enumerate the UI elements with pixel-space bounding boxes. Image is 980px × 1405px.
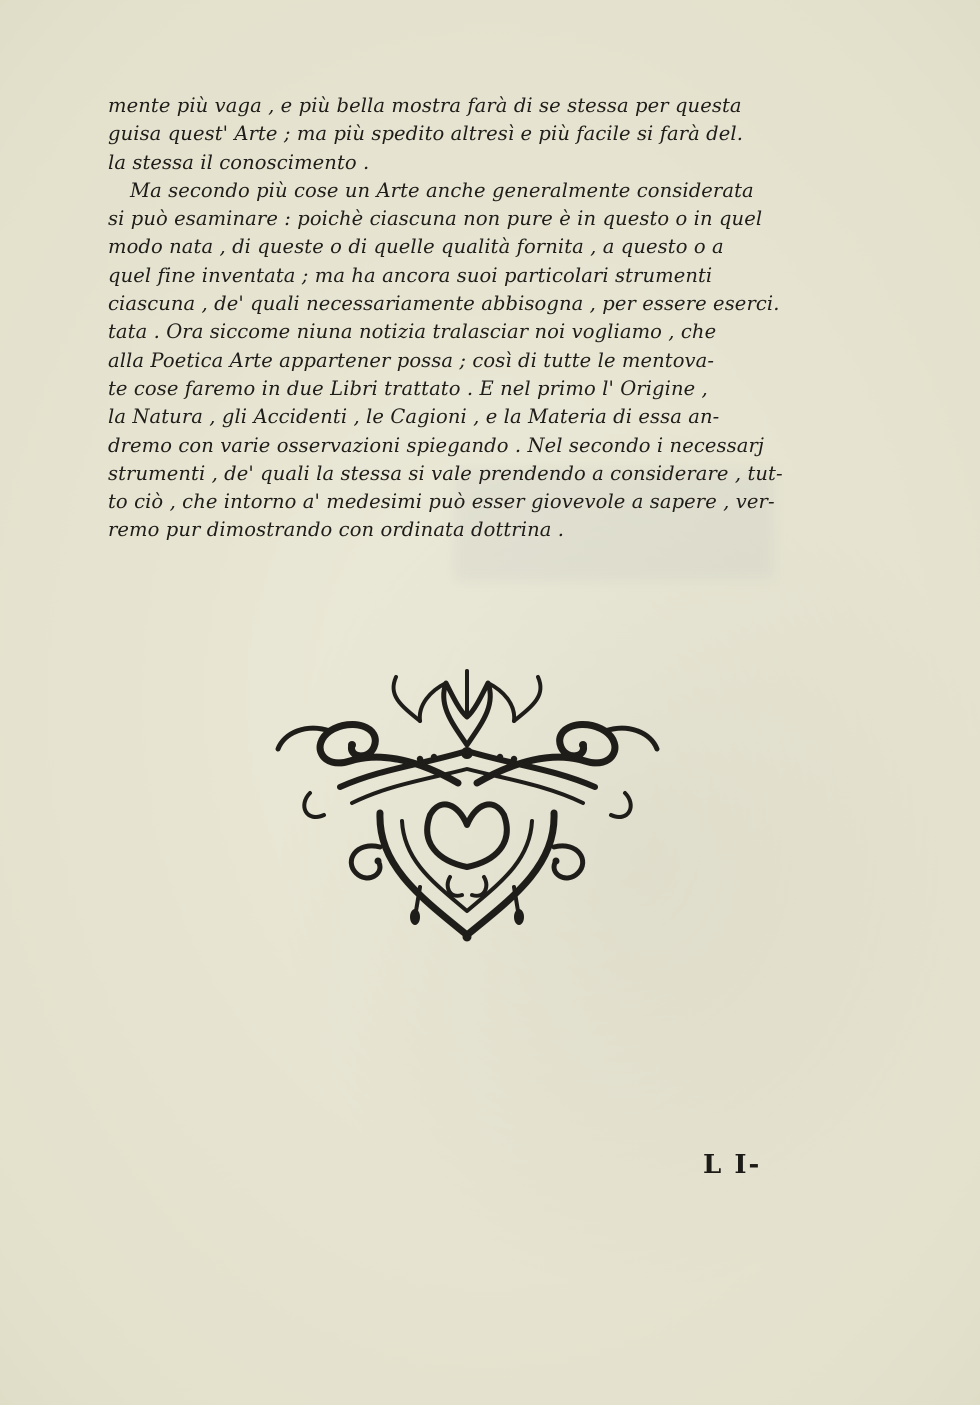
text-line: ciascuna , de' quali necessariamente abbisogna , per essere eserci.	[108, 292, 780, 316]
text-line: mente più vaga , e più bella mostra farà di se stessa per questa	[108, 94, 742, 117]
text-line: guisa quest' Arte ; ma più spedito altresì e più facile si farà del.	[108, 122, 744, 146]
text-line: Ma secondo più cose un Arte anche generalmente considerata	[130, 178, 754, 202]
text-line: to ciò , che intorno a' medesimi può esser giovevole a sapere , ver-	[108, 490, 775, 514]
text-line: alla Poetica Arte appartener possa ; così di tutte le mentova-	[108, 348, 715, 372]
text-line: la Natura , gli Accidenti , le Cagioni , e la Materia di essa an-	[108, 405, 720, 429]
text-line: dremo con varie osservazioni spiegando . Nel secondo i necessarj	[108, 433, 765, 457]
scroll-acanthus-tailpiece-icon	[270, 665, 665, 945]
text-line: te cose faremo in due Libri trattato . E nel primo l' Origine ,	[108, 376, 708, 400]
text-line: la stessa il conoscimento .	[108, 150, 370, 174]
text-line: si può esaminare : poichè ciascuna non pure è in questo o in quel	[108, 207, 763, 231]
text-line: strumenti , de' quali la stessa si vale prendendo a considerare , tut-	[108, 461, 783, 485]
body-text	[108, 92, 798, 545]
catchword: L I-	[703, 1150, 762, 1180]
text-line: tata . Ora siccome niuna notizia tralasciar noi vogliamo , che	[108, 320, 717, 344]
text-line: remo pur dimostrando con ordinata dottrina .	[108, 518, 565, 542]
text-line: quel fine inventata ; ma ha ancora suoi particolari strumenti	[108, 263, 713, 287]
text-line: modo nata , di queste o di quelle qualità fornita , a questo o a	[108, 235, 724, 259]
